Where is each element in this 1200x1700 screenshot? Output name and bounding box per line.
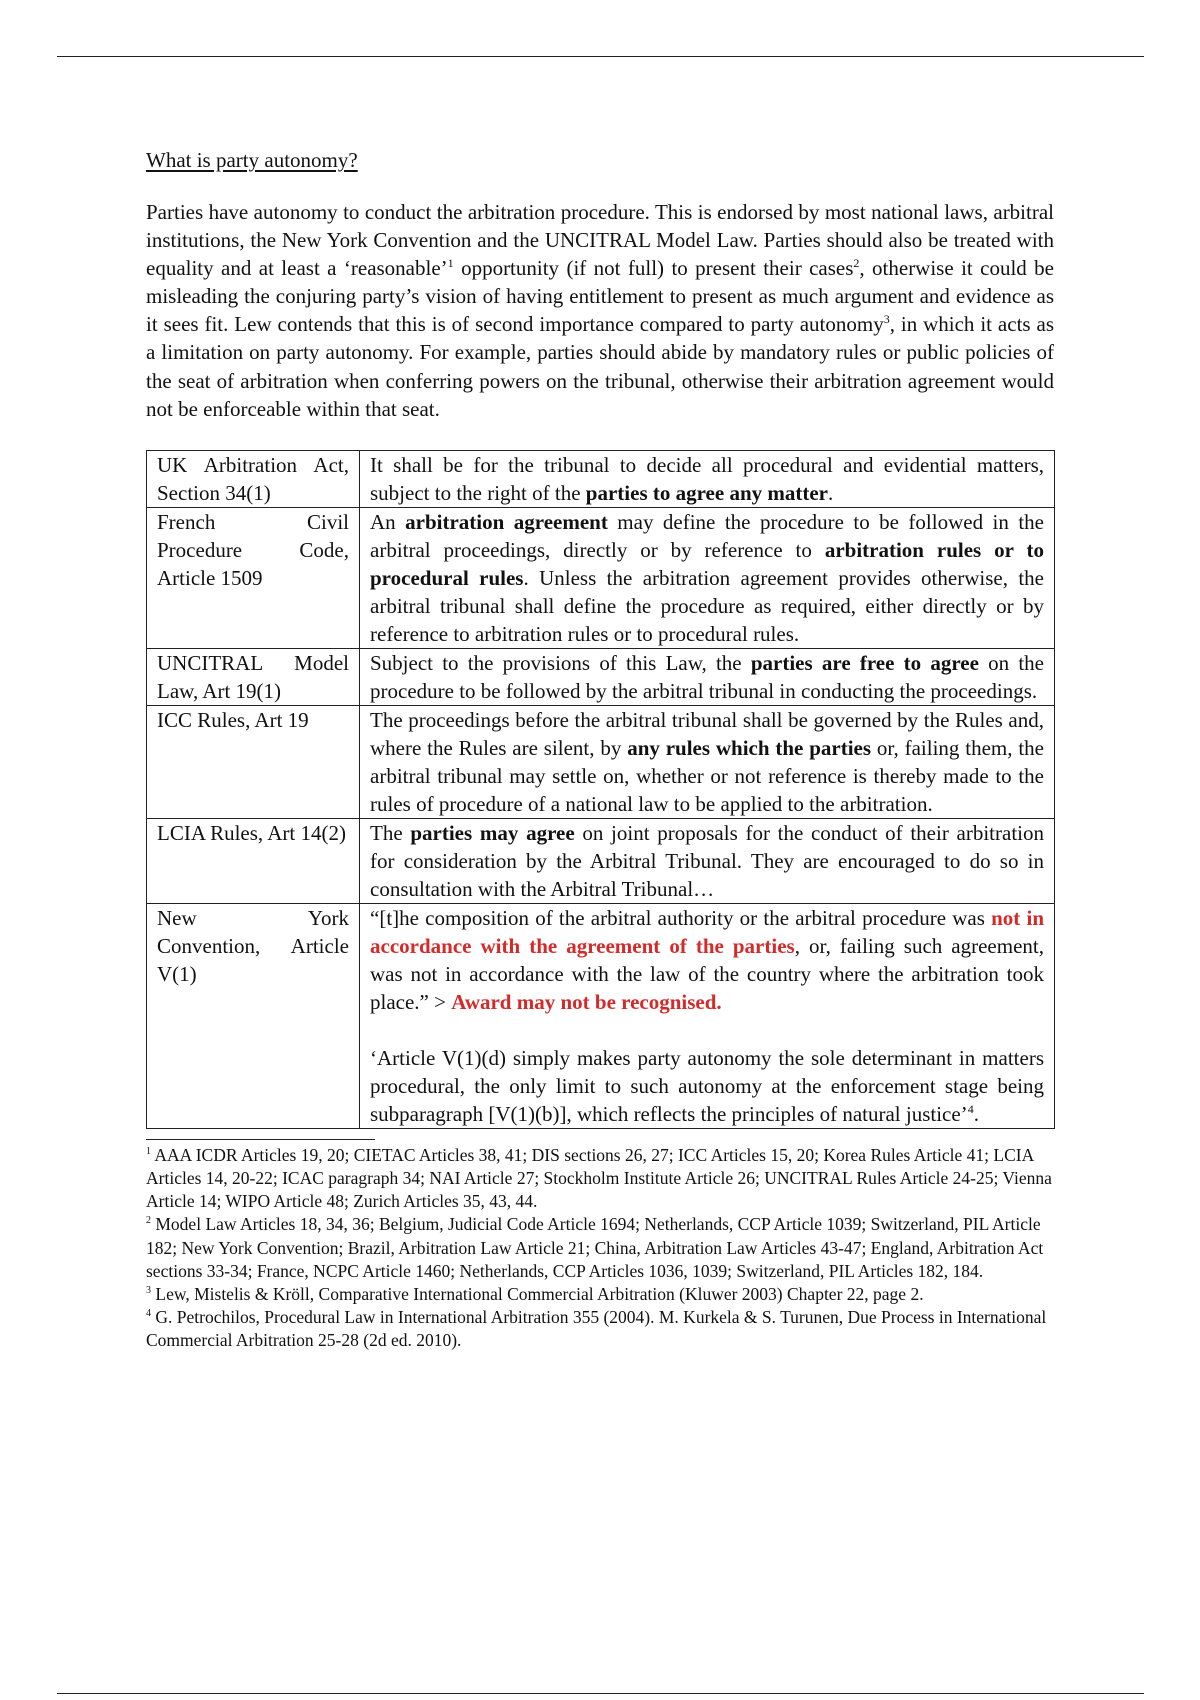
intro-text: Parties have autonomy to conduct the arbitration procedure. This is endorsed by most national laws, arbitral institutions, the New York Convention and the UNCITRAL Model Law. Parties should also be treated with equality and at least a ‘reasonable’ xyxy=(146,200,1054,281)
footnote-text: Lew, Mistelis & Kröll, Comparative International Commercial Arbitration (Kluwer 2003) Chapter 22, page 2. xyxy=(151,1283,924,1304)
footnote xyxy=(146,1144,1054,1214)
provision-cell: An arbitration agreement may define the procedure to be followed in the arbitral proceedings, directly or by reference to arbitration rules or to procedural rules. Unless the arbitration agreement provides otherwise, the arbitral tribunal shall define the procedure as required, either directly or by reference to arbitration rules or to procedural rules. xyxy=(360,507,1055,648)
footnote-text: G. Petrochilos, Procedural Law in International Arbitration 355 (2004). M. Kurkela & S. Turunen, Due Process in International Commercial Arbitration 25-28 (2d ed. 2010). xyxy=(146,1307,1047,1351)
intro-text: , otherwise it could be misleading the conjuring party’s vision of having entitlement to present as much argument and evidence as it sees fit. Lew contends that this is of second importance compared to party autonomy xyxy=(146,256,1054,337)
intro-text: , in which it acts as a limitation on party autonomy. For example, parties should abide by mandatory rules or public policies of the seat of arbitration when conferring powers on the tribunal, otherwise their arbitration agreement would not be enforceable within that seat. xyxy=(146,312,1054,421)
table-row xyxy=(147,903,1055,1128)
footnote-number: 3 xyxy=(146,1285,151,1297)
footnote-number: 1 xyxy=(146,1145,151,1157)
provision-cell: Subject to the provisions of this Law, the parties are free to agree on the procedure to be followed by the arbitral tribunal in conducting the proceedings. xyxy=(360,648,1055,705)
highlight-text: not in accordance with the agreement of the parties xyxy=(370,905,1045,958)
footnote-ref[interactable]: 1 xyxy=(447,256,454,271)
footer-rule xyxy=(57,1693,1144,1694)
provision-cell xyxy=(360,903,1055,1128)
emphasis-text: arbitration rules or to procedural rules xyxy=(370,537,1044,590)
section-heading: What is party autonomy? xyxy=(146,148,358,172)
provision-cell: It shall be for the tribunal to decide all procedural and evidential matters, subject to the right of the parties to agree any matter. xyxy=(360,450,1055,507)
page-content xyxy=(146,146,1054,1353)
table-row xyxy=(147,450,1055,507)
convention-quote: “[t]he composition of the arbitral authority or the arbitral procedure was not in accordance with the agreement of the parties, or, failing such agreement, was not in accordance with the law of the country where the arbitration took place.” > Award may not be recognised. xyxy=(370,905,1045,1014)
footnote-separator xyxy=(146,1139,375,1140)
footnote-text: AAA ICDR Articles 19, 20; CIETAC Articles 38, 41; DIS sections 26, 27; ICC Articles 15, 20; Korea Rules Article 41; LCIA Articles 14, 20-22; ICAC paragraph 34; NAI Article 27; Stockholm Institute Article 26; UNCITRAL Rules Article 24-25; Vienna Article 14; WIPO Article 48; Zurich Articles 35, 43, 44. xyxy=(146,1144,1052,1212)
emphasis-text: parties to agree any matter xyxy=(585,480,828,505)
footnote xyxy=(146,1283,1054,1306)
emphasis-text: any rules which the parties xyxy=(627,735,872,760)
footnote xyxy=(146,1306,1054,1352)
table-row xyxy=(147,818,1055,903)
source-cell: New York Convention, Article V(1) xyxy=(147,903,360,1128)
intro-paragraph xyxy=(146,198,1054,423)
emphasis-text: parties may agree xyxy=(410,820,575,845)
commentary-quote: ‘Article V(1)(d) simply makes party autonomy the sole determinant in matters procedural, the only limit to such autonomy at the enforcement stage being subparagraph [V(1)(b)], which reflects the principles of natural justice’$^4$. xyxy=(370,1045,1044,1126)
provision-cell: The parties may agree on joint proposals for the conduct of their arbitration for consideration by the Arbitral Tribunal. They are encouraged to do so in consultation with the Arbitral Tribunal… xyxy=(360,818,1055,903)
legal-sources-table xyxy=(146,450,1055,1129)
source-cell: UNCITRAL Model Law, Art 19(1) xyxy=(147,648,360,705)
source-cell: ICC Rules, Art 19 xyxy=(147,705,360,818)
footnotes xyxy=(146,1144,1054,1353)
emphasis-text: parties are free to agree xyxy=(750,650,979,675)
footnote-ref[interactable]: 3 xyxy=(883,312,890,327)
header-rule xyxy=(57,56,1144,57)
provision-cell: The proceedings before the arbitral tribunal shall be governed by the Rules and, where the Rules are silent, by any rules which the parties or, failing them, the arbitral tribunal may settle on, whether or not reference is thereby made to the rules of procedure of a national law to be applied to the arbitration. xyxy=(360,705,1055,818)
source-cell: UK Arbitration Act, Section 34(1) xyxy=(147,450,360,507)
table-row xyxy=(147,648,1055,705)
footnote-number: 4 xyxy=(146,1308,151,1320)
intro-text: opportunity (if not full) to present their cases xyxy=(453,256,854,281)
emphasis-text: arbitration agreement xyxy=(405,509,608,534)
footnote-number: 2 xyxy=(146,1215,151,1227)
table-row xyxy=(147,507,1055,648)
footnote xyxy=(146,1213,1054,1283)
footnote-ref[interactable]: 4 xyxy=(967,1101,974,1116)
table-row xyxy=(147,705,1055,818)
footnote-ref[interactable]: 2 xyxy=(853,256,860,271)
footnote-text: Model Law Articles 18, 34, 36; Belgium, Judicial Code Article 1694; Netherlands, CCP Article 1039; Switzerland, PIL Article 182; New York Convention; Brazil, Arbitration Law Article 21; China, Arbitration Law Articles 43-47; England, Arbitration Act sections 33-34; France, NCPC Article 1460; Netherlands, CCP Articles 1036, 1039; Switzerland, PIL Articles 182, 184. xyxy=(146,1214,1044,1281)
highlight-text: Award may not be recognised. xyxy=(451,989,722,1014)
spacer xyxy=(370,1016,1044,1044)
source-cell: French Civil Procedure Code, Article 1509 xyxy=(147,507,360,648)
source-cell: LCIA Rules, Art 14(2) xyxy=(147,818,360,903)
